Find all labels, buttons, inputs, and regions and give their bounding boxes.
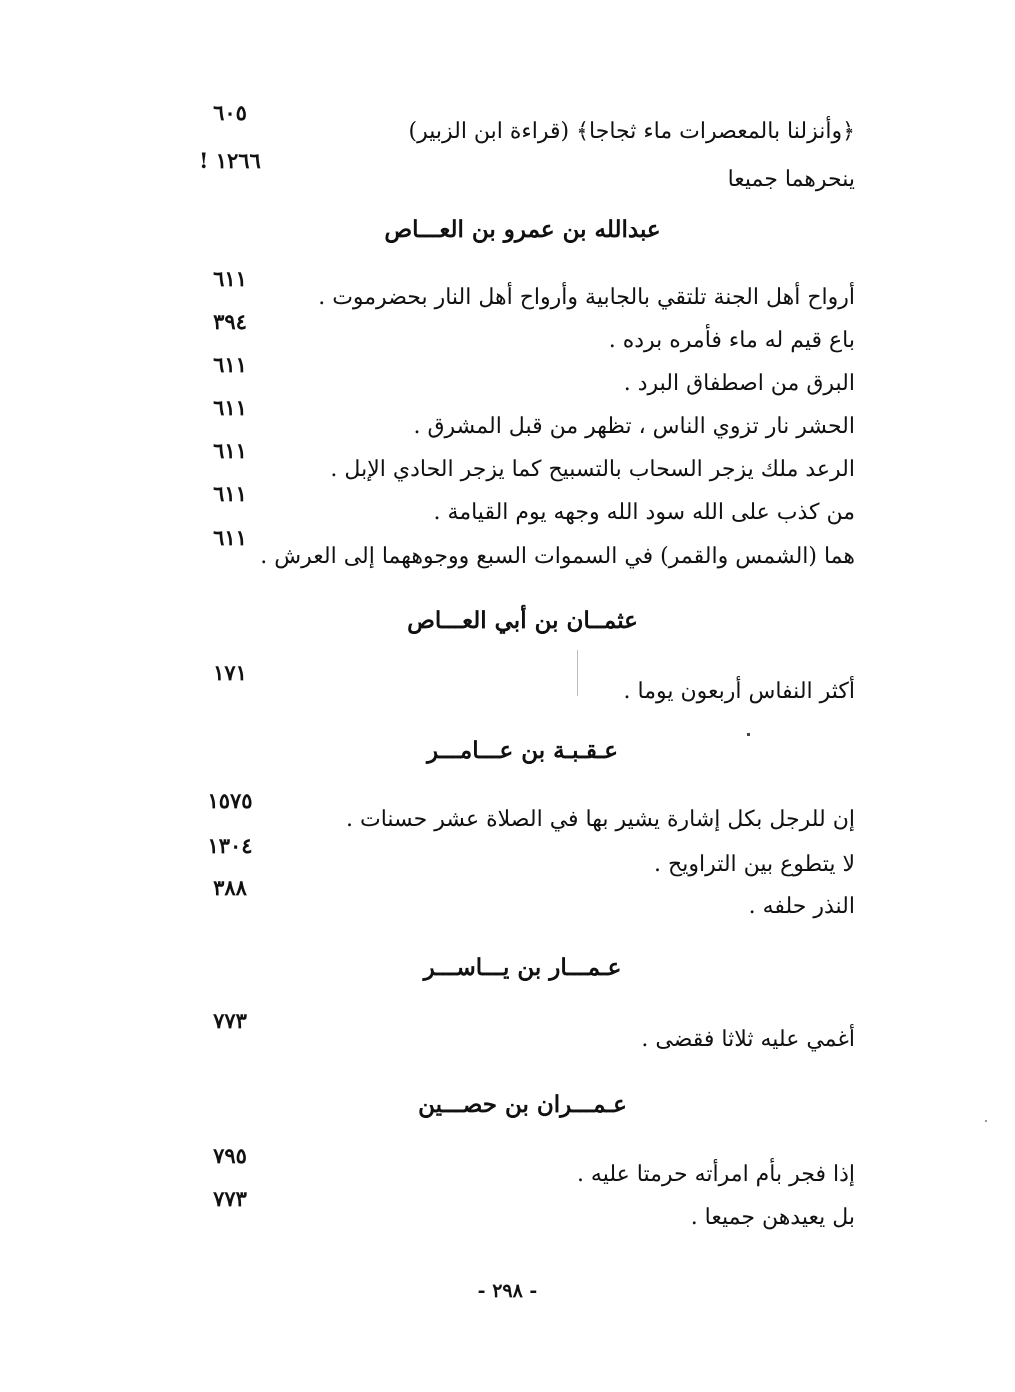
- entry-ref: ٧٧٣: [213, 1008, 247, 1033]
- entry-text: أكثر النفاس أربعون يوما .: [623, 679, 855, 704]
- entry-text: الحشر نار تزوي الناس ، تظهر من قبل المشرق .: [413, 414, 855, 439]
- section-heading: عـمـــران بن حصـــين: [418, 1091, 627, 1118]
- index-entry: [190, 660, 855, 712]
- index-entry: [190, 1008, 855, 1060]
- entry-text: من كذب على الله سود الله وجهه يوم القيامة .: [433, 500, 855, 525]
- entry-ref: ١٣٠٤: [207, 833, 253, 858]
- entry-text: النذر حلفه .: [748, 894, 855, 919]
- entry-ref: ١٧١: [213, 660, 247, 685]
- entry-ref: ٣٩٤: [213, 309, 247, 334]
- index-entry: [190, 395, 855, 447]
- index-entry: [190, 1143, 855, 1195]
- index-entry: [190, 875, 855, 927]
- index-entry: [190, 266, 855, 318]
- index-entry: [190, 481, 855, 533]
- scan-speck: [747, 733, 750, 736]
- entry-ref: ٦١١: [213, 266, 247, 291]
- entry-ref: ٦٠٥: [213, 100, 247, 125]
- index-entry: [190, 788, 855, 840]
- entry-text: أرواح أهل الجنة تلتقي بالجابية وأرواح أهل النار بحضرموت .: [318, 285, 855, 310]
- entry-ref: ٦١١: [213, 438, 247, 463]
- section-heading: عبدالله بن عمرو بن العـــاص: [384, 216, 661, 243]
- entry-text: باع قيم له ماء فأمره برده .: [608, 328, 855, 353]
- entry-ref: ٣٨٨: [213, 875, 247, 900]
- scan-mark: [577, 650, 578, 696]
- scan-speck: [985, 1120, 987, 1122]
- index-entry: [190, 100, 855, 152]
- index-entry: [190, 833, 855, 885]
- entry-ref: ٦١١: [213, 481, 247, 506]
- index-entry: [190, 352, 855, 404]
- index-entry: [190, 148, 855, 200]
- entry-text: ينحرهما جميعا: [727, 167, 855, 192]
- index-entry: [190, 525, 855, 577]
- entry-text: البرق من اصطفاق البرد .: [623, 371, 855, 396]
- entry-ref: ١٥٧٥: [207, 788, 253, 813]
- entry-text: إذا فجر بأم امرأته حرمتا عليه .: [576, 1162, 855, 1187]
- entry-ref: ٧٧٣: [213, 1186, 247, 1211]
- entry-text: ﴿وأنزلنا بالمعصرات ماء ثجاجا﴾ (قراءة ابن الزبير): [408, 119, 855, 144]
- entry-ref: ٦١١: [213, 525, 247, 550]
- index-entry: [190, 309, 855, 361]
- entry-text: بل يعيدهن جميعا .: [690, 1205, 855, 1230]
- entry-ref: ١٢٦٦ !: [199, 148, 261, 173]
- entry-text: أغمي عليه ثلاثا فقضى .: [641, 1027, 855, 1052]
- index-entry: [190, 438, 855, 490]
- index-entry: [190, 1186, 855, 1238]
- section-heading: عثمــان بن أبي العـــاص: [407, 607, 638, 634]
- entry-ref: ٦١١: [213, 395, 247, 420]
- entry-text: لا يتطوع بين التراويح .: [654, 852, 855, 877]
- section-heading: عـمـــار بن يـــاســـر: [423, 954, 622, 981]
- page-number: - ٢٩٨ -: [477, 1280, 538, 1302]
- entry-text: هما (الشمس والقمر) في السموات السبع ووجوههما إلى العرش .: [260, 544, 855, 569]
- entry-text: إن للرجل بكل إشارة يشير بها في الصلاة عشر حسنات .: [346, 807, 855, 832]
- entry-ref: ٦١١: [213, 352, 247, 377]
- entry-text: الرعد ملك يزجر السحاب بالتسبيح كما يزجر الحادي الإبل .: [330, 457, 855, 482]
- entry-ref: ٧٩٥: [213, 1143, 247, 1168]
- section-heading: عـقـبـة بن عـــامـــر: [427, 737, 618, 764]
